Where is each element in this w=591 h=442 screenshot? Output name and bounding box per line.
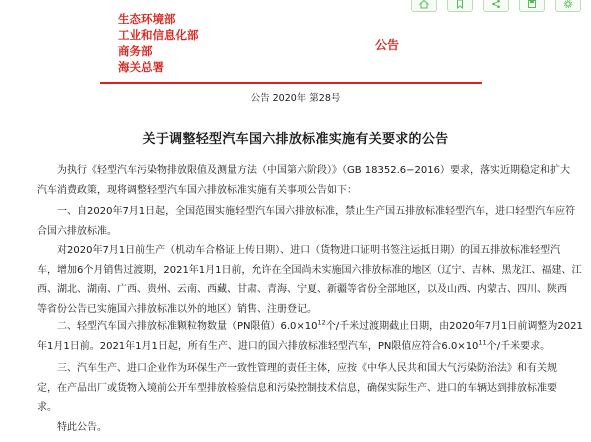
- exponent: 11: [478, 338, 487, 347]
- exponent: 12: [317, 318, 326, 327]
- top-toolbar: [411, 0, 581, 12]
- save-icon[interactable]: [519, 0, 545, 12]
- clause-one: [37, 202, 576, 241]
- text-line: 为执行《轻型汽车污染物排放限值及测量方法（中国第六阶段）》（GB 18352.6−2016）要求，落实近期稳定和扩大: [57, 165, 570, 176]
- agency-name: 商务部: [118, 44, 153, 58]
- document-title: 关于调整轻型汽车国六排放标准实施有关要求的公告: [142, 132, 449, 147]
- share-icon[interactable]: [483, 0, 509, 12]
- agency-name: 海关总署: [118, 60, 164, 74]
- text-line: 西、湖北、湖南、广西、贵州、云南、西藏、甘肃、青海、宁夏、新疆等省份全部地区，以及山西、内蒙古、四川、陕西: [37, 284, 567, 295]
- notice-label: 公告: [375, 38, 400, 52]
- clause-two: [37, 317, 583, 356]
- text-line: [37, 317, 583, 337]
- closing-paragraph: [37, 418, 563, 438]
- bookmark-icon[interactable]: [447, 0, 473, 12]
- text-line: 车，增加6个月销售过渡期，2021年1月1日前，允许在全国尚未实施国六排放标准的地区（辽宁、吉林、黑龙江、福建、江: [37, 264, 582, 276]
- text-line: [37, 337, 563, 357]
- issuing-agencies: [118, 11, 199, 75]
- agency-name: 生态环境部: [118, 12, 176, 26]
- document-number: 公告 2020年 第28号: [250, 93, 341, 104]
- home-icon[interactable]: [411, 0, 437, 12]
- text-line: 定，在产品出厂或货物入境前公开车型排放检验信息和污染控制技术信息，确保实际生产、进口的车辆达到排放标准要: [37, 382, 557, 394]
- settings-icon[interactable]: [555, 0, 581, 12]
- text-line: 一、自2020年7月1日起，全国范围实施轻型汽车国六排放标准，禁止生产国五排放标准轻型汽车，进口轻型汽车应符: [57, 206, 576, 217]
- clause-one-transition: [37, 241, 582, 319]
- text-segment: 二、轻型汽车国六排放标准颗粒物数量（PN限值）6.0×10: [57, 321, 318, 332]
- intro-paragraph: [37, 161, 570, 200]
- text-segment: 年1月1日前。2021年1月1日起，所有生产、进口的国六排放标准轻型汽车，PN限值应符合6.0×10: [37, 340, 479, 352]
- text-line: 三、汽车生产、进口企业作为环保生产一致性管理的责任主体，应按《中华人民共和国大气污染防治法》和有关规: [57, 363, 557, 374]
- text-segment: 个/千米过渡期截止日期，由2020年7月1日前调整为2021: [325, 321, 583, 332]
- closing-text: 特此公告。: [57, 422, 107, 433]
- text-line: 合国六排放标准。: [37, 225, 117, 237]
- text-line: 求。: [37, 402, 57, 413]
- text-segment: 个/千米要求。: [486, 340, 551, 352]
- text-line: 汽车消费政策，现将调整轻型汽车国六排放标准实施有关事项公告如下：: [37, 184, 357, 196]
- text-line: 对2020年7月1日前生产（机动车合格证上传日期）、进口（货物进口证明书签注运抵日期）的国五排放标准轻型汽: [57, 245, 561, 256]
- red-divider: [100, 82, 482, 84]
- agency-name: 工业和信息化部: [118, 28, 199, 42]
- clause-three: [37, 359, 563, 418]
- text-line: 等省份公告已实施国六排放标准以外的地区）销售、注册登记。: [37, 303, 317, 315]
